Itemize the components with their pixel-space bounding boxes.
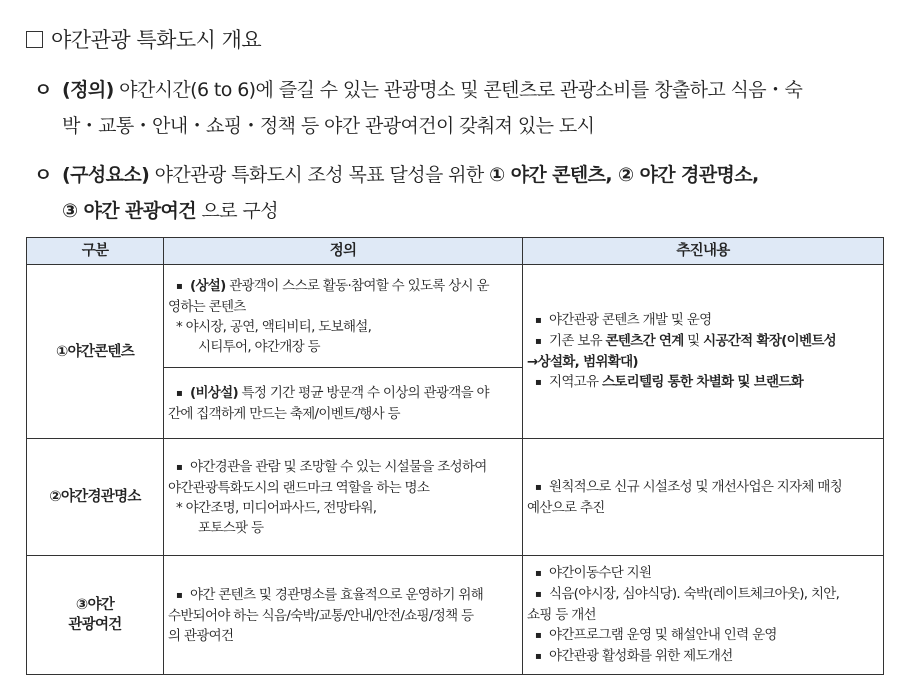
permanent-label: (상설) (190, 277, 226, 294)
plan-night-conditions (523, 556, 884, 675)
table-row (27, 556, 884, 675)
header-category: 구분 (27, 238, 164, 265)
category-night-conditions (27, 556, 164, 675)
definition-line-1 (34, 72, 894, 108)
permanent-text-1: 관광객이 스스로 활동·참여할 수 있도록 상시 운 (225, 277, 489, 294)
square-bullet-icon: ▪ (535, 315, 542, 326)
components-items-1: ① 야간 콘텐츠, ② 야간 경관명소, (489, 164, 759, 186)
temporary-label: (비상설) (190, 384, 238, 401)
plan-text: 예산으로 추진 (527, 499, 605, 516)
square-bullet-icon: ▪ (176, 280, 183, 292)
plan-text: 원칙적으로 신규 시설조성 및 개선사업은 지자체 매칭 (549, 478, 843, 495)
landmark-note-1: * 야간조명, 미디어파사드, 전망타워, (176, 499, 377, 516)
overview-table (26, 237, 884, 675)
text-line (527, 310, 881, 331)
table-row (27, 265, 884, 368)
section-heading-text: 야간관광 특화도시 개요 (51, 28, 262, 52)
square-bullet-icon: ▪ (535, 336, 542, 347)
text-line (168, 276, 520, 297)
permanent-note-2: 시티투어, 야간개장 등 (198, 338, 320, 355)
square-bullet-icon: ▪ (535, 481, 542, 493)
circle-bullet-icon: ㅇ (34, 79, 52, 101)
plan-text: 지역고유 (549, 374, 602, 390)
components-line-1 (34, 157, 894, 193)
text-line (527, 563, 881, 584)
plan-bold-text: 스토리텔링 통한 차별화 및 브랜드화 (601, 374, 804, 390)
square-bullet-icon: ▪ (535, 568, 542, 579)
category-line-2: 관광여건 (68, 617, 122, 633)
definition-paragraph (34, 72, 894, 144)
definition-landmark (164, 439, 523, 556)
table-row (27, 439, 884, 556)
square-bullet-icon: ▪ (535, 651, 542, 662)
definition-line-2: 박・교통・안내・쇼핑・정책 등 야간 관광여건이 갖춰져 있는 도시 (62, 115, 595, 137)
components-text-2: 으로 구성 (196, 200, 278, 222)
text-line (168, 457, 520, 478)
header-plan: 추진내용 (523, 238, 884, 265)
square-bullet-icon: ▪ (535, 377, 542, 388)
text-line (527, 477, 881, 498)
category-line-1: ③야간 (75, 597, 115, 613)
landmark-text-1: 야간경관을 관람 및 조망할 수 있는 시설물을 조성하여 (190, 458, 487, 475)
text-line (527, 331, 881, 352)
definition-temporary (164, 368, 523, 439)
category-night-landmark: ②야간경관명소 (27, 439, 164, 556)
components-text-1: 야간관광 특화도시 조성 목표 달성을 위한 (149, 164, 490, 186)
text-line (527, 372, 881, 393)
header-definition: 정의 (164, 238, 523, 265)
square-bullet-icon: ▪ (176, 387, 183, 399)
temporary-text-2: 간에 집객하게 만드는 축제/이벤트/행사 등 (168, 405, 400, 422)
plan-text: 식음(야시장, 심야식당). 숙박(레이트체크아웃), 치안, (549, 586, 840, 602)
square-bullet-icon: ▪ (176, 589, 183, 601)
plan-text: 야간관광 콘텐츠 개발 및 운영 (549, 312, 712, 328)
definition-permanent (164, 265, 523, 368)
plan-night-contents (523, 265, 884, 439)
text-line (527, 625, 881, 646)
circle-bullet-icon: ㅇ (34, 164, 52, 186)
section-heading (26, 24, 261, 54)
components-line-2 (34, 193, 894, 229)
temporary-text-1: 특정 기간 평균 방문객 수 이상의 관광객을 야 (237, 384, 489, 401)
conditions-text-3: 의 관광여건 (168, 627, 234, 644)
plan-bold-text: →상설화, 범위확대) (527, 354, 638, 370)
components-label: (구성요소) (62, 164, 150, 186)
text-line (168, 585, 520, 606)
landmark-note-2: 포토스팟 등 (198, 519, 264, 536)
plan-text: 기존 보유 (549, 333, 606, 349)
square-bullet-icon: ▪ (176, 461, 183, 473)
table-header-row (27, 238, 884, 265)
square-bullet-icon: ▪ (535, 630, 542, 641)
components-paragraph (34, 157, 894, 229)
landmark-text-2: 야간관광특화도시의 랜드마크 역할을 하는 명소 (168, 479, 430, 496)
permanent-text-2: 영하는 콘텐츠 (168, 298, 246, 315)
plan-text: 야간프로그램 운영 및 해설안내 인력 운영 (549, 627, 777, 643)
plan-bold-text: 시공간적 확장(이벤트성 (703, 333, 837, 349)
definition-label: (정의) (62, 79, 114, 101)
checkbox-square-icon (26, 31, 43, 48)
text-line (527, 584, 881, 605)
definition-conditions (164, 556, 523, 675)
definition-text-1: 야간시간(6 to 6)에 즐길 수 있는 관광명소 및 콘텐츠로 관광소비를 창출하고 식음・숙 (113, 79, 803, 101)
plan-text: 쇼핑 등 개선 (527, 607, 596, 623)
components-items-2: ③ 야간 관광여건 (62, 200, 197, 222)
text-line (527, 646, 881, 667)
category-night-contents: ①야간콘텐츠 (27, 265, 164, 439)
conditions-text-2: 수반되어야 하는 식음/숙박/교통/안내/안전/쇼핑/정책 등 (168, 607, 474, 624)
plan-text: 야간관광 활성화를 위한 제도개선 (549, 648, 733, 664)
square-bullet-icon: ▪ (535, 589, 542, 600)
plan-night-landmark (523, 439, 884, 556)
text-line (168, 383, 520, 404)
plan-text: 야간이동수단 지원 (549, 565, 652, 581)
permanent-note-1: * 야시장, 공연, 액티비티, 도보해설, (176, 318, 372, 335)
plan-text: 및 (683, 333, 704, 349)
conditions-text-1: 야간 콘텐츠 및 경관명소를 효율적으로 운영하기 위해 (190, 586, 484, 603)
plan-bold-text: 콘텐츠간 연계 (605, 333, 684, 349)
